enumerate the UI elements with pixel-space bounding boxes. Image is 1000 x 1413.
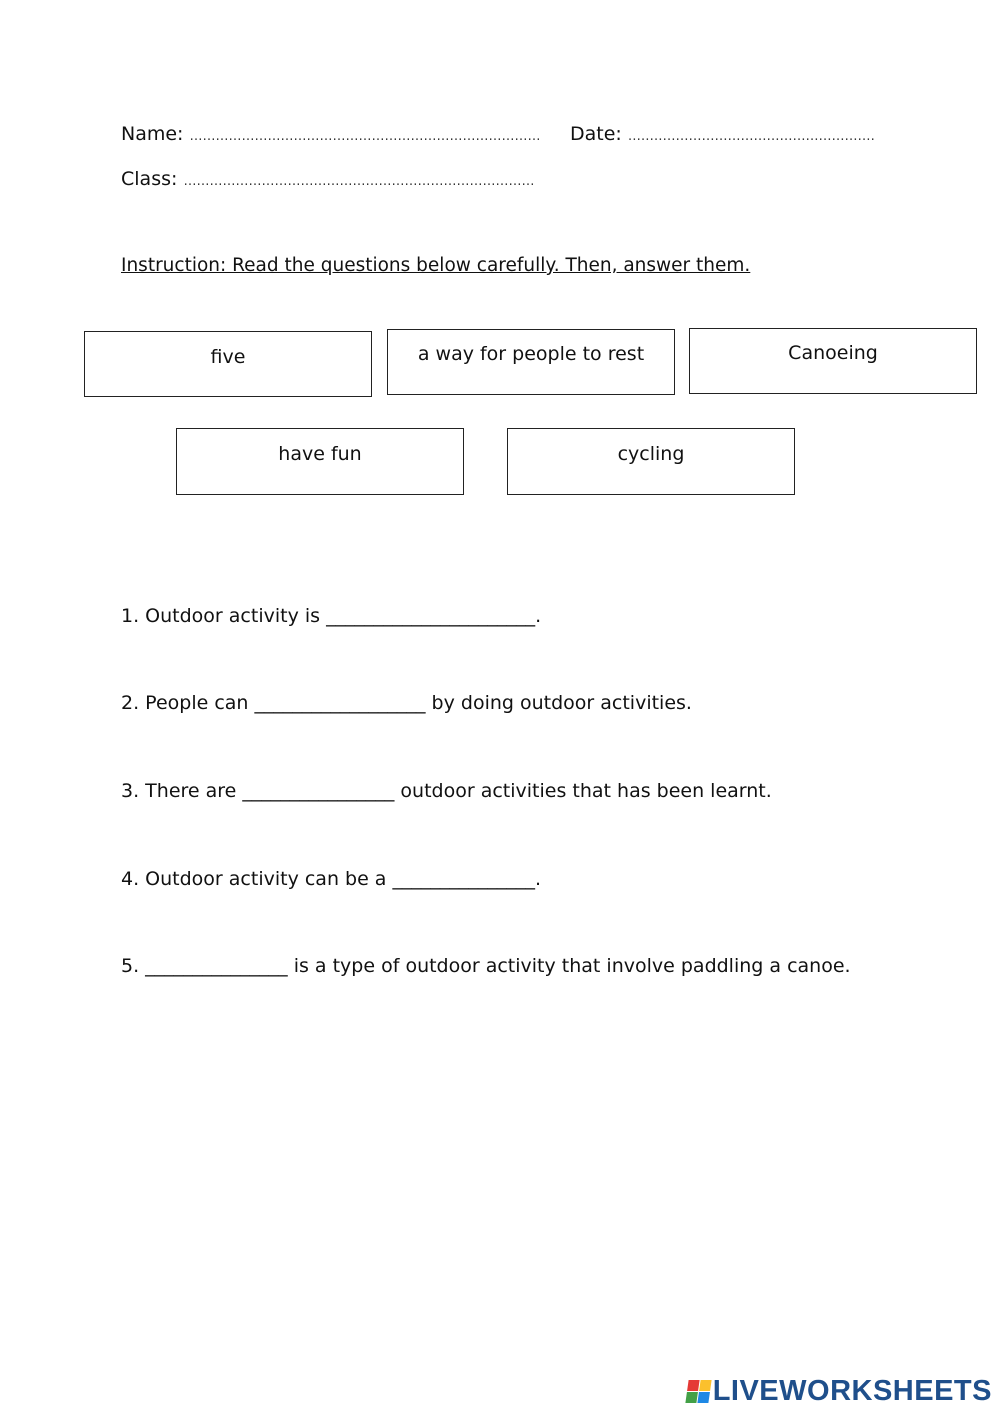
question-1: 1. Outdoor activity is ______________________. — [121, 605, 542, 627]
question-5: 5. _______________ is a type of outdoor activity that involve paddling a canoe. — [121, 955, 851, 977]
class-label: Class: — [121, 168, 178, 190]
instruction-text: Instruction: Read the questions below carefully. Then, answer them. — [121, 255, 751, 276]
name-dots: ……………………………………………………………………… — [189, 129, 541, 144]
date-label: Date: — [570, 123, 622, 145]
word-box-cycling[interactable]: cycling — [507, 428, 795, 495]
liveworksheets-logo-icon — [685, 1380, 711, 1403]
word-box-have-fun[interactable]: have fun — [176, 428, 464, 495]
class-dots: ……………………………………………………………………… — [183, 174, 535, 189]
class-field — [121, 168, 534, 190]
name-field — [121, 123, 541, 145]
date-dots: ………………………………………………… — [627, 129, 875, 144]
name-label: Name: — [121, 123, 184, 145]
word-box-five[interactable]: five — [84, 331, 372, 397]
liveworksheets-brand — [687, 1375, 992, 1407]
logo-cell-green — [685, 1392, 698, 1403]
liveworksheets-text: LIVEWORKSHEETS — [712, 1374, 992, 1407]
logo-cell-blue — [697, 1392, 710, 1403]
date-field — [570, 123, 875, 145]
word-box-rest[interactable]: a way for people to rest — [387, 329, 675, 395]
question-4: 4. Outdoor activity can be a _______________. — [121, 868, 542, 890]
question-3: 3. There are ________________ outdoor activities that has been learnt. — [121, 780, 772, 802]
question-2: 2. People can __________________ by doing outdoor activities. — [121, 692, 692, 714]
word-box-canoeing[interactable]: Canoeing — [689, 328, 977, 394]
logo-cell-yellow — [699, 1380, 712, 1391]
logo-cell-red — [687, 1380, 700, 1391]
